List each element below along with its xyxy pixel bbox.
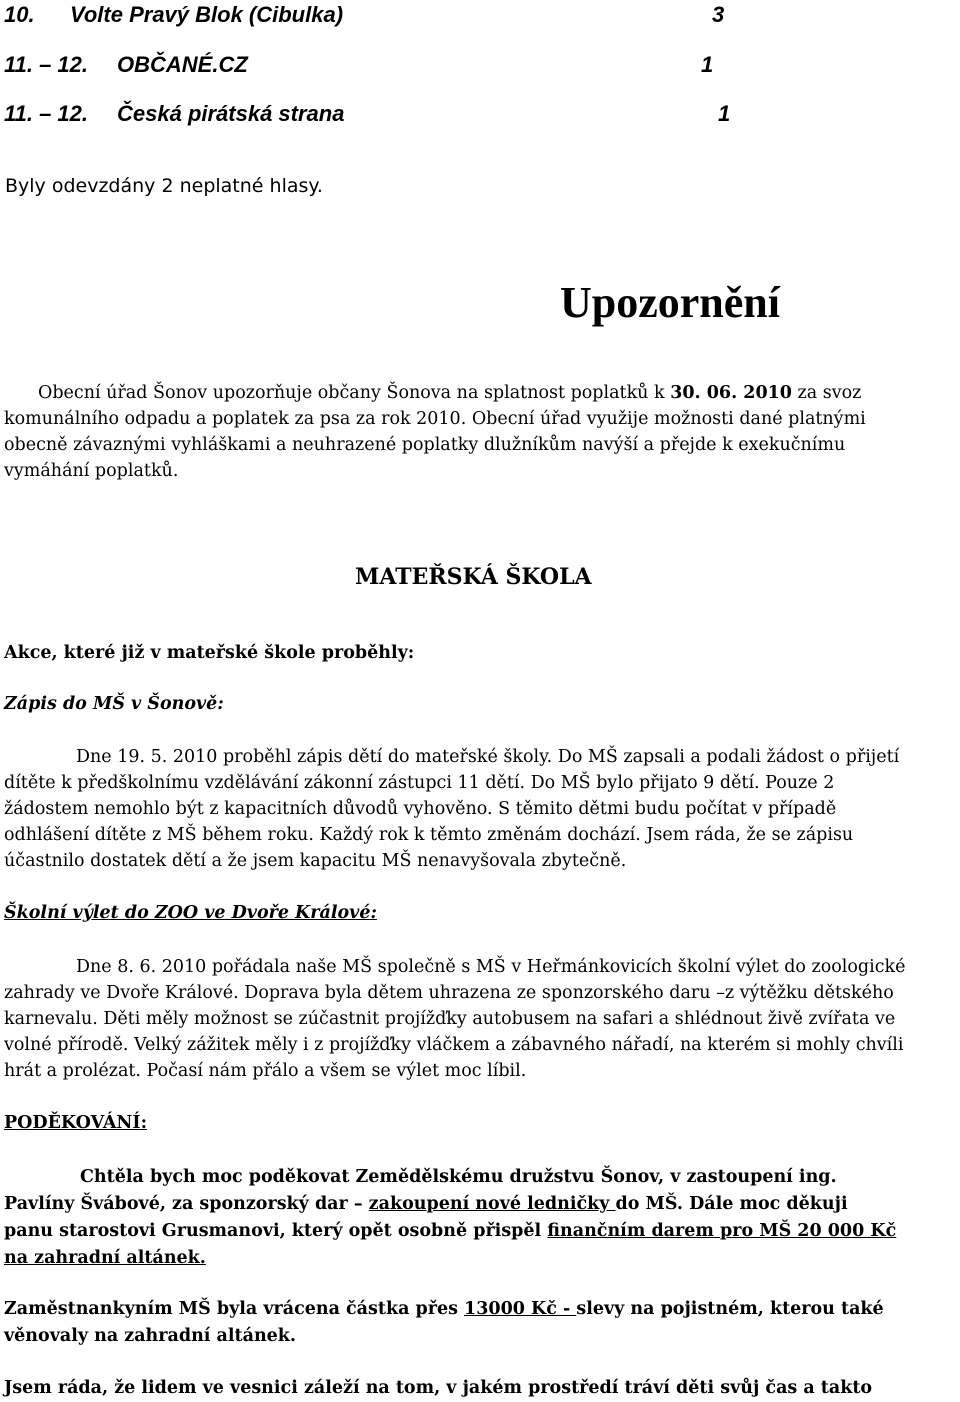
- trip-line: hrát a prolézat. Počasí nám přálo a všem se výlet moc líbil.: [4, 1061, 527, 1081]
- trip-heading: Školní výlet do ZOO ve Dvoře Králové:: [4, 903, 377, 923]
- notice-line: vymáhání poplatků.: [4, 461, 179, 481]
- result-row: [0, 101, 960, 127]
- notice-title: Upozornění: [560, 278, 780, 327]
- result-rank: 10.: [4, 2, 35, 27]
- enrollment-line: odhlášení dítěte z MŠ během roku. Každý rok k těmto změnám dochází. Jsem ráda, že se zápisu: [4, 825, 854, 845]
- result-party: Česká pirátská strana: [117, 101, 345, 126]
- trip-paragraph: [4, 954, 960, 1084]
- notice-line: Obecní úřad Šonov upozorňuje občany Šonova na splatnost poplatků k 30. 06. 2010 za svoz: [38, 383, 862, 403]
- result-votes: 1: [718, 101, 731, 126]
- thanks-paragraph: [4, 1164, 954, 1272]
- thanks-line: na zahradní altánek.: [4, 1248, 206, 1268]
- notice-line: obecně závaznými vyhláškami a neuhrazené poplatky dlužníkům navýší a přejde k exekučnímu: [4, 435, 846, 455]
- enrollment-paragraph: [4, 744, 960, 874]
- result-party: OBČANÉ.CZ: [117, 52, 248, 77]
- notice-line: komunálního odpadu a poplatek za psa za rok 2010. Obecní úřad využije možnosti dané platnými: [4, 409, 866, 429]
- enrollment-line: žádostem nemohlo být z kapacitních důvodů vyhověno. S těmito dětmi budu počítat v případě: [4, 799, 837, 819]
- trip-line: karnevalu. Děti měly možnost se zúčastnit projížďky autobusem na safari a shlédnout živě zvířata ve: [4, 1009, 896, 1029]
- notice-paragraph: [4, 380, 960, 484]
- thanks-line: Jsem ráda, že lidem ve vesnici záleží na tom, v jakém prostředí tráví děti svůj čas a takto: [4, 1378, 873, 1398]
- thanks-line: Pavlíny Švábové, za sponzorský dar – zakoupení nové ledničky do MŠ. Dále moc děkuji: [4, 1194, 848, 1214]
- school-title: MATEŘSKÁ ŠKOLA: [355, 564, 592, 590]
- trip-line: zahrady ve Dvoře Králové. Doprava byla dětem uhrazena ze sponzorského daru –z výtěžku dětského: [4, 983, 894, 1003]
- enrollment-line: Dne 19. 5. 2010 proběhl zápis dětí do mateřské školy. Do MŠ zapsali a podali žádost o přijetí: [76, 747, 900, 767]
- thanks-paragraph: [4, 1375, 954, 1402]
- result-votes: 3: [712, 2, 725, 27]
- thanks-line: panu starostovi Grusmanovi, který opět osobně přispěl finančním darem pro MŠ 20 000 Kč: [4, 1221, 897, 1241]
- enrollment-line: dítěte k předškolnímu vzdělávání zákonní zástupci 11 dětí. Do MŠ bylo přijato 9 dětí. Pouze 2: [4, 773, 835, 793]
- result-row: [0, 2, 960, 28]
- trip-line: volné přírodě. Velký zážitek měly i z projížďky vláčkem a zábavného nářadí, na kterém si mohly chvíli: [4, 1035, 904, 1055]
- result-party: Volte Pravý Blok (Cibulka): [70, 2, 344, 27]
- enrollment-line: účastnilo dostatek dětí a že jsem kapacitu MŠ nenavyšovala zbytečně.: [4, 851, 627, 871]
- result-row: [0, 52, 960, 78]
- invalid-votes-note: Byly odevzdány 2 neplatné hlasy.: [5, 175, 323, 197]
- thanks-heading: PODĚKOVÁNÍ:: [4, 1113, 148, 1133]
- thanks-line: Chtěla bych moc poděkovat Zemědělskému družstvu Šonov, v zastoupení ing.: [80, 1167, 837, 1187]
- result-rank: 11. – 12.: [4, 101, 88, 126]
- result-votes: 1: [701, 52, 714, 77]
- thanks-line: věnovaly na zahradní altánek.: [4, 1326, 297, 1346]
- trip-line: Dne 8. 6. 2010 pořádala naše MŠ společně s MŠ v Heřmánkovicích školní výlet do zoologické: [76, 957, 906, 977]
- thanks-paragraph: [4, 1296, 954, 1350]
- result-rank: 11. – 12.: [4, 52, 88, 77]
- thanks-line: Zaměstnankyním MŠ byla vrácena částka přes 13000 Kč - slevy na pojistném, kterou také: [4, 1299, 884, 1319]
- events-heading: Akce, které již v mateřské škole proběhly:: [4, 643, 415, 663]
- enrollment-heading: Zápis do MŠ v Šonově:: [4, 694, 224, 714]
